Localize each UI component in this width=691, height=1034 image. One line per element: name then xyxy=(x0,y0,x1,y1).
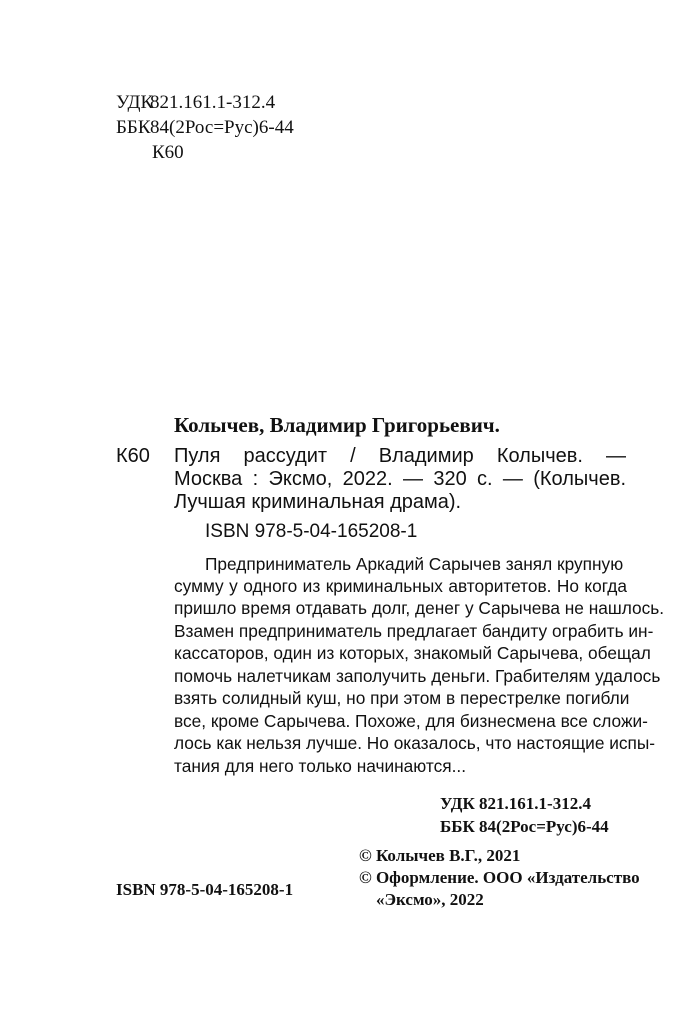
author-code: К60 xyxy=(116,445,150,467)
annotation-line: пришло время отдавать долг, денег у Сарычева не нашлось. xyxy=(174,598,665,618)
record-isbn: ISBN 978-5-04-165208-1 xyxy=(205,521,418,542)
title-line-3: Лучшая криминальная драма). xyxy=(174,491,462,513)
title-line-2: Москва : Эксмо, 2022. — 320 с. — (Колычев. xyxy=(174,468,626,490)
udk-line xyxy=(116,92,275,113)
bbk-bottom: ББК 84(2Рос=Рус)6-44 xyxy=(440,817,609,836)
annotation-line: взять солидный куш, но при этом в перестрелке погибли xyxy=(174,688,630,708)
annotation-line: Предприниматель Аркадий Сарычев занял крупную xyxy=(205,554,624,574)
bbk-label: ББК xyxy=(116,117,151,138)
copyright-line: © Оформление. ООО «Издательство xyxy=(359,868,640,887)
udk-value: 821.161.1-312.4 xyxy=(150,92,276,113)
title-line-1: Пуля рассудит / Владимир Колычев. — xyxy=(174,445,626,467)
annotation-line: Взамен предприниматель предлагает бандиту ограбить ин- xyxy=(174,621,654,641)
bbk-value: 84(2Рос=Рус)6-44 xyxy=(150,117,294,138)
annotation-line: все, кроме Сарычева. Похоже, для бизнесмена все сложи- xyxy=(174,711,648,731)
author-heading: Колычев, Владимир Григорьевич. xyxy=(174,413,500,437)
isbn-bottom: ISBN 978-5-04-165208-1 xyxy=(116,880,294,899)
udk-label: УДК xyxy=(116,92,154,113)
annotation-line: помочь налетчикам заполучить деньги. Грабителям удалось xyxy=(174,666,661,686)
udk-bottom: УДК 821.161.1-312.4 xyxy=(440,794,591,813)
author-code-top: К60 xyxy=(152,142,184,163)
copyright-line: «Эксмо», 2022 xyxy=(376,890,484,909)
bbk-line xyxy=(116,117,294,138)
annotation-line: лось как нельзя лучше. Но оказалось, что настоящие испы- xyxy=(174,733,656,753)
annotation-line: тания для него только начинаются... xyxy=(174,756,466,776)
copyright-line: © Колычев В.Г., 2021 xyxy=(359,846,521,865)
annotation-line: кассаторов, один из которых, знакомый Сарычева, обещал xyxy=(174,643,651,663)
annotation-line: сумму у одного из криминальных авторитетов. Но когда xyxy=(174,576,627,596)
